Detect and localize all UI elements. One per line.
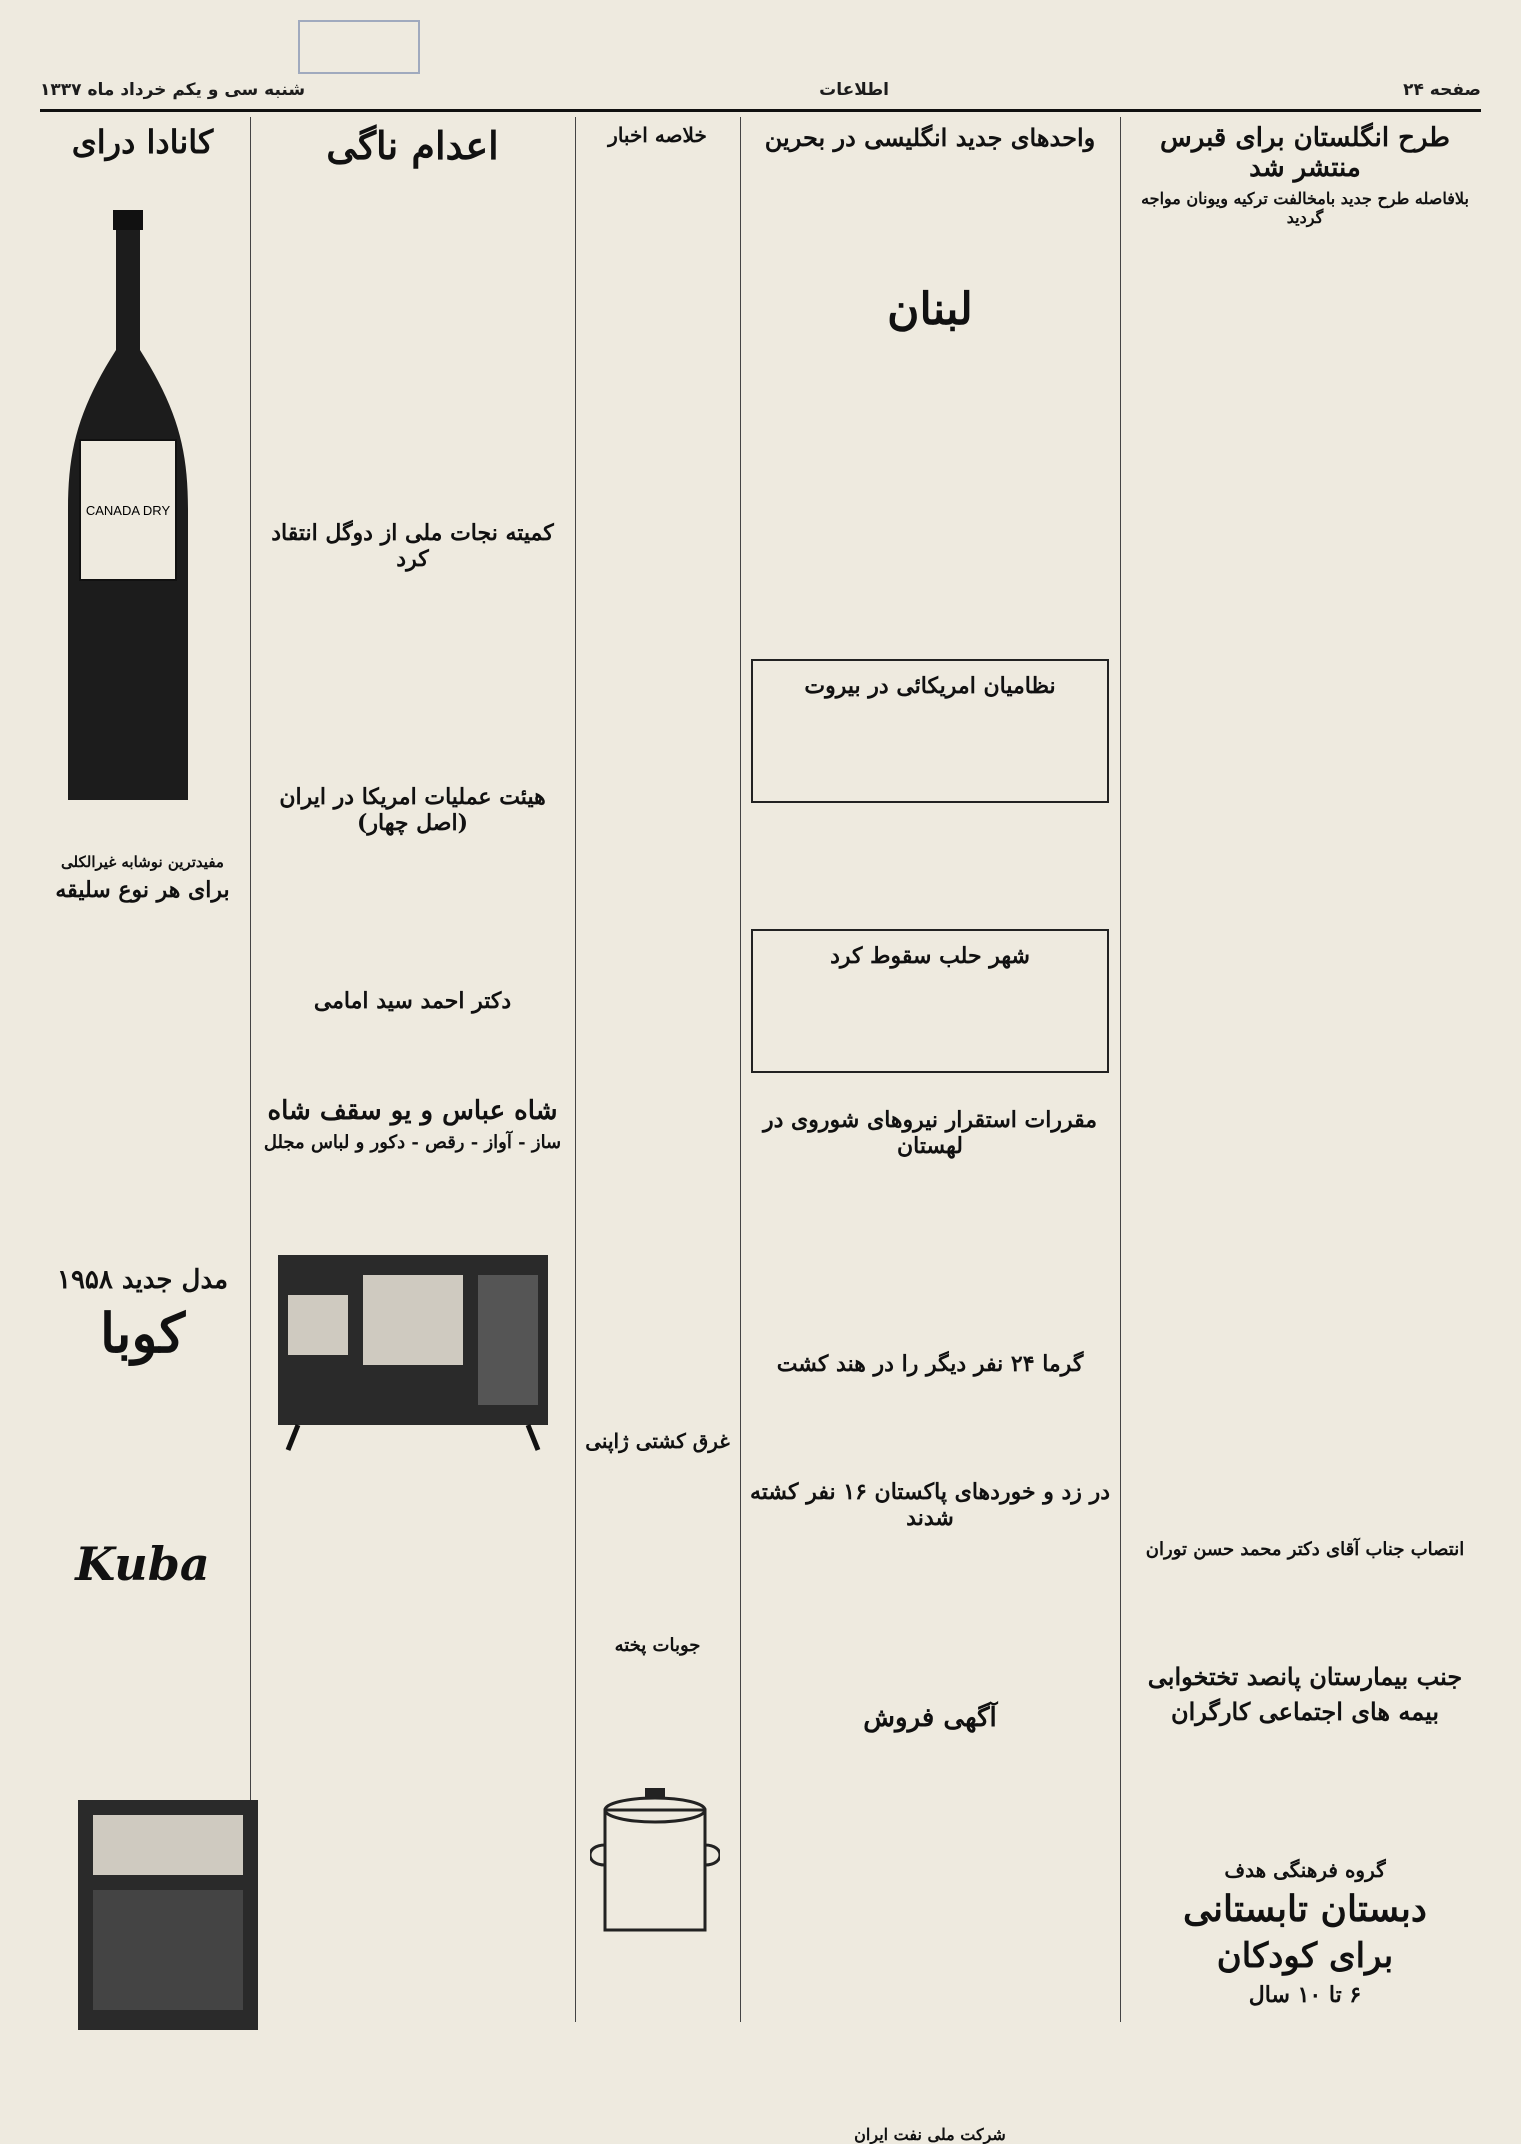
issue-date: شنبه سی و یکم خرداد ماه ۱۳۳۷ [40, 80, 306, 100]
archive-stamp [298, 20, 420, 74]
headline-committee: کمیته نجات ملی از دوگل انتقاد کرد [271, 520, 554, 572]
ad-cookware-title: جوبات پخته [614, 1635, 701, 1656]
headline-lebanon: لبنان [887, 284, 973, 335]
column-4 [255, 117, 570, 2022]
ad-school-title: دبستان تابستانی [1183, 1888, 1427, 1930]
headline-aleppo: شهر حلب سقوط کرد [830, 943, 1030, 969]
ad-film-sub: ساز - آواز - رقص - دکور و لباس مجلل [263, 1132, 562, 1153]
column-divider [250, 117, 251, 2022]
kuba-latin: Kuba [75, 1537, 210, 1591]
header-rule [40, 109, 1481, 112]
ad-sale-title: آگهی فروش [863, 1703, 997, 1733]
headline-cyprus: طرح انگلستان برای قبرس منتشر شد [1160, 123, 1450, 183]
ad-school-group: گروه فرهنگی هدف [1224, 1858, 1386, 1882]
column-2 [745, 117, 1115, 2144]
kuba-brand: کوبا [99, 1301, 186, 1365]
ad-school-subtitle: برای کودکان [1216, 1936, 1394, 1976]
radiogram-illustration [268, 1235, 558, 1455]
headline-hospital: جنب بیمارستان پانصد تختخوابی [1147, 1662, 1463, 1691]
column-divider [575, 117, 576, 2022]
headline-point-four: هیئت عملیات امریکا در ایران (اصل چهار) [279, 784, 546, 836]
page-number: صفحه ۲۴ [1403, 80, 1481, 100]
headline-india-heat: گرما ۲۴ نفر دیگر را در هند کشت [776, 1351, 1084, 1377]
canada-dry-tagline: مفیدترین نوشابه غیرالکلی [61, 853, 224, 871]
canada-dry-brand: کانادا درای [71, 123, 214, 161]
subhead-cyprus: بلافاصله طرح جدید بامخالفت ترکیه ویونان مواجه گردید [1141, 189, 1469, 227]
headline-poland: مقررات استقرار نیروهای شوروی در لهستان [762, 1107, 1098, 1159]
subhead-hospital: بیمه های اجتماعی کارگران [1170, 1697, 1440, 1726]
ad-doctor-name: دکتر احمد سید امامی [313, 988, 512, 1014]
headline-summary: خلاصه اخبار [608, 123, 707, 147]
page-header [40, 75, 1481, 105]
headline-bahrain: واحدهای جدید انگلیسی در بحرین [764, 123, 1096, 152]
ad-film-title: شاه عباس و یو سقف شاه [267, 1096, 558, 1126]
headline-beirut: نظامیان امریکائی در بیروت [804, 673, 1056, 699]
column-3 [580, 117, 735, 2022]
bottle-label-text: CANADA DRY [85, 503, 171, 518]
radio-cabinet-illustration [68, 1790, 268, 2040]
headline-appointment: انتصاب جناب آقای دکتر محمد حسن توران [1145, 1539, 1465, 1560]
column-divider [1120, 117, 1121, 2022]
column-1 [1125, 117, 1485, 2022]
headline-nagy: اعدام ناگی [326, 123, 499, 168]
canada-dry-tagline-2: برای هر نوع سلیقه [55, 877, 230, 903]
canada-dry-bottle-illustration [58, 210, 198, 810]
headline-ship: غرق کشتی ژاپنی [585, 1429, 730, 1453]
box-beirut [751, 659, 1109, 803]
kuba-model: مدل جدید ۱۹۵۸ [56, 1265, 229, 1295]
article-body-area [1125, 233, 1485, 1533]
cookware-pot-illustration [590, 1770, 720, 2000]
column-divider [740, 117, 741, 2022]
ad-school-ages: ۶ تا ۱۰ سال [1248, 1982, 1362, 2008]
paper-name: اطلاعات [819, 80, 889, 100]
headline-pakistan: در زد و خوردهای پاکستان ۱۶ نفر کشته شدند [750, 1479, 1110, 1531]
box-aleppo [751, 929, 1109, 1073]
ad-sale-footer: شرکت ملی نفت ایران [854, 2125, 1006, 2144]
